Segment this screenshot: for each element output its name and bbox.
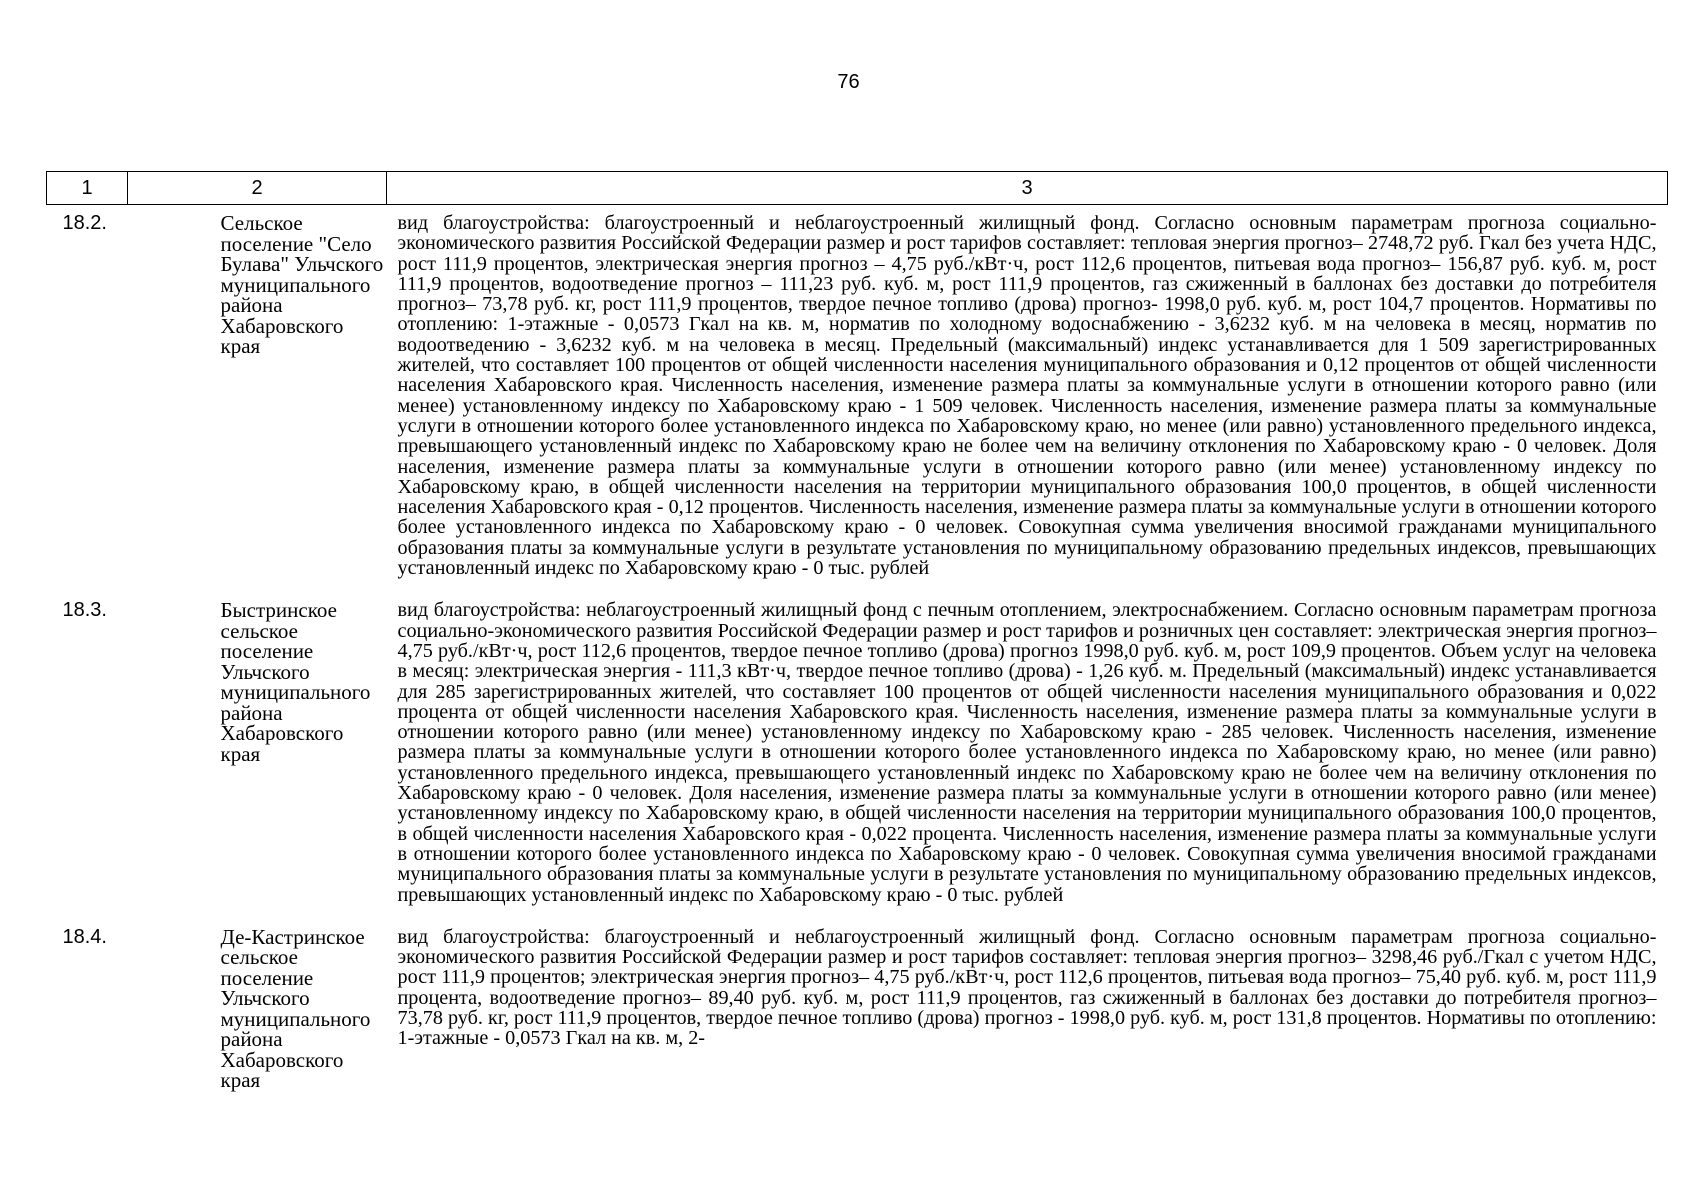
row-number: 18.3.: [62, 599, 107, 622]
table-header-row: [47, 172, 1668, 205]
row-number: 18.2.: [62, 212, 107, 234]
column-header-2: 2: [128, 172, 387, 205]
settlement-name: Быстринское сельское поселение Ульчского муниципального района Хабаровского края: [220, 598, 371, 766]
description-text: вид благоустройства: благоустроенный и неблагоустроенный жилищный фонд. Согласно основным параметрам прогноза социально-экономического развития Российской Федерации размер и рост тарифов составляет: тепловая энергия прогноз– 2748,72 руб. Гкал без учета НДС, рост 111,9 процентов, электрическая энергия прогноз – 4,75 руб./кВт·ч, рост 112,6 процентов, питьевая вода прогноз– 156,87 руб. куб. м, рост 111,9 процентов, водоотведение прогноз – 111,23 руб. куб. м, рост 111,9 процентов, газ сжиженный в баллонах без доставки до потребителя прогноз– 73,78 руб. кг, рост 111,9 процентов, твердое печное топливо (дрова) прогноз- 1998,0 руб. куб. м, рост 104,7 процентов. Нормативы по отоплению: 1-этажные - 0,0573 Гкал на кв. м, норматив по холодному водоснабжению - 3,6232 куб. м на человека в месяц, норматив по водоотведению - 3,6232 куб. м на человека в месяц. Предельный (максимальный) индекс устанавливается для 1 509 зарегистрированных жителей, что составляет 100 процентов от общей численности населения муниципального образования и 0,12 процентов от общей численности населения Хабаровского края. Численность населения, изменение размера платы за коммунальные услуги в отношении которого равно (или менее) установленному индексу по Хабаровскому краю - 1 509 человек. Численность населения, изменение размера платы за коммунальные услуги в отношении которого более установленного индекса по Хабаровскому краю, но менее (или равно) установленного предельного индекса, превышающего установленный индекс по Хабаровскому краю не более чем на величину отклонения по Хабаровскому краю - 0 человек. Доля населения, изменение размера платы за коммунальные услуги в отношении которого равно (или менее) установленному индексу по Хабаровскому краю, в общей численности населения на территории муниципального образования 100,0 процентов, в общей численности населения Хабаровского края - 0,12 процентов. Численность населения, изменение размера платы за коммунальные услуги в отношении которого более установленного индекса по Хабаровскому краю - 0 человек. Совокупная сумма увеличения вносимой гражданами муниципального образования платы за коммунальные услуги в результате установления по муниципальному образованию предельных индексов, превышающих установленный индекс по Хабаровскому краю - 0 тыс. рублей: [397, 212, 1657, 580]
table-row: [47, 919, 1668, 1105]
settlement-name-cell: [128, 592, 387, 918]
settlement-name-cell: [128, 919, 387, 1105]
description-cell: [387, 592, 1668, 918]
table-row: [47, 592, 1668, 918]
column-header-3: 3: [387, 172, 1668, 205]
description-cell: [387, 919, 1668, 1105]
table-row: [47, 205, 1668, 593]
row-number: 18.4.: [62, 925, 107, 948]
column-header-1: 1: [47, 172, 128, 205]
description-cell: [387, 205, 1668, 593]
settlement-name-cell: [128, 205, 387, 593]
document-table: [46, 171, 1668, 1105]
page-number: 76: [837, 71, 860, 93]
description-text: вид благоустройства: благоустроенный и неблагоустроенный жилищный фонд. Согласно основным параметрам прогноза социально-экономического развития Российской Федерации размер и рост тарифов составляет: тепловая энергия прогноз– 3298,46 руб./Гкал с учетом НДС, рост 111,9 процентов; электрическая энергия прогноз– 4,75 руб./кВт·ч, рост 112,6 процентов, питьевая вода прогноз– 75,40 руб. куб. м, рост 111,9 процента, водоотведение прогноз– 89,40 руб. куб. м, рост 111,9 процентов, газ сжиженный в баллонах без доставки до потребителя прогноз– 73,78 руб. кг, рост 111,9 процентов, твердое печное топливо (дрова) прогноз - 1998,0 руб. куб. м, рост 131,8 процентов. Нормативы по отоплению: 1-этажные - 0,0573 Гкал на кв. м, 2-: [397, 925, 1657, 1050]
settlement-name: Де-Кастринское сельское поселение Ульчского муниципального района Хабаровского края: [220, 924, 371, 1093]
settlement-name: Сельское поселение "Село Булава" Ульчского муниципального района Хабаровского края: [220, 211, 384, 358]
description-text: вид благоустройства: неблагоустроенный жилищный фонд с печным отоплением, электроснабжением. Согласно основным параметрам прогноза социально-экономического развития Российской Федерации размер и рост тарифов и розничных цен составляет: электрическая энергия прогноз– 4,75 руб./кВт·ч, рост 112,6 процентов, твердое печное топливо (дрова) прогноз 1998,0 руб. куб. м, рост 109,9 процентов. Объем услуг на человека в месяц: электрическая энергия - 111,3 кВт·ч, твердое печное топливо (дрова) - 1,26 куб. м. Предельный (максимальный) индекс устанавливается для 285 зарегистрированных жителей, что составляет 100 процентов от общей численности населения муниципального образования и 0,022 процента от общей численности населения Хабаровского края. Численность населения, изменение размера платы за коммунальные услуги в отношении которого равно (или менее) установленному индексу по Хабаровскому краю - 285 человек. Численность населения, изменение размера платы за коммунальные услуги в отношении которого более установленного индекса по Хабаровскому краю, но менее (или равно) установленного предельного индекса, превышающего установленный индекс по Хабаровскому краю не более чем на величину отклонения по Хабаровскому краю - 0 человек. Доля населения, изменение размера платы за коммунальные услуги в отношении которого равно (или менее) установленному индексу по Хабаровскому краю, в общей численности населения на территории муниципального образования 100,0 процентов, в общей численности населения Хабаровского края - 0,022 процента. Численность населения, изменение размера платы за коммунальные услуги в отношении которого более установленного индекса по Хабаровскому краю - 0 человек. Совокупная сумма увеличения вносимой гражданами муниципального образования платы за коммунальные услуги в результате установления по муниципальному образованию предельных индексов, превышающих установленный индекс по Хабаровскому краю - 0 тыс. рублей: [397, 599, 1657, 906]
